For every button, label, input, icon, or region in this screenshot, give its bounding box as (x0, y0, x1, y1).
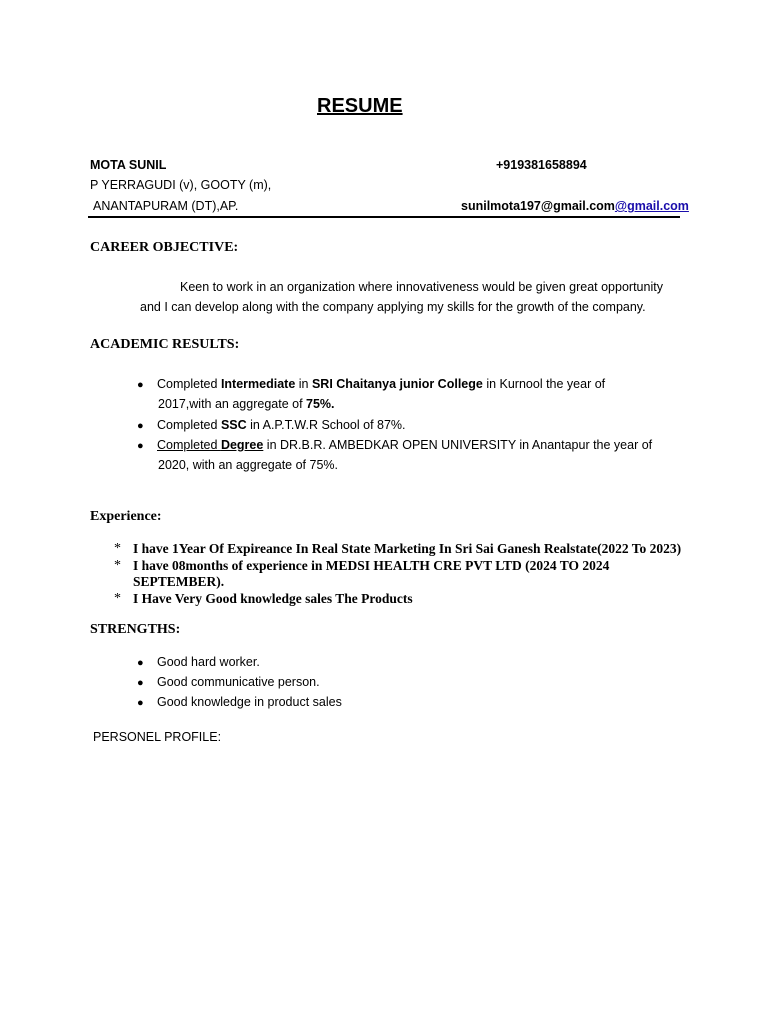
asterisk-bullet-icon: * (114, 591, 121, 606)
resume-title: RESUME (317, 95, 403, 117)
strengths-heading: STRENGTHS: (90, 622, 181, 637)
academic-item-ssc: ● Completed SSC in A.P.T.W.R School of 87%. (137, 418, 406, 432)
academic-item-intermediate-cont: 2017,with an aggregate of 75%. (158, 397, 335, 411)
academic-item-degree-cont: 2020, with an aggregate of 75%. (158, 458, 338, 472)
experience-heading: Experience: (90, 509, 162, 524)
email-address (461, 199, 689, 213)
address-line-1: P YERRAGUDI (v), GOOTY (m), (90, 178, 272, 192)
career-objective-heading: CAREER OBJECTIVE: (90, 240, 239, 255)
experience-item-1: I have 1Year Of Expireance In Real State Marketing In Sri Sai Ganesh Realstate(2022 To 2023) (133, 541, 682, 556)
header-divider (88, 216, 680, 218)
email-link[interactable]: @gmail.com (614, 199, 689, 213)
career-objective-line-1: Keen to work in an organization where innovativeness would be given great opportunity (180, 280, 663, 294)
address-line-2: ANANTAPURAM (DT),AP. (93, 199, 239, 213)
asterisk-bullet-icon: * (114, 541, 121, 556)
experience-item-2-cont: SEPTEMBER). (133, 574, 225, 589)
academic-item-degree: ● Completed Degree in DR.B.R. AMBEDKAR OPEN UNIVERSITY in Anantapur the year of (137, 438, 653, 452)
strength-item: ● Good hard worker. (137, 655, 260, 669)
bullet-dot-icon: ● (137, 440, 144, 452)
academic-item-intermediate: ● Completed Intermediate in SRI Chaitanya junior College in Kurnool the year of (137, 377, 606, 391)
strength-item: ● Good communicative person. (137, 675, 320, 689)
strength-item: ● Good knowledge in product sales (137, 695, 342, 709)
personal-profile-heading: PERSONEL PROFILE: (93, 730, 222, 744)
email-user: sunilmota197@gmail.com (461, 199, 615, 213)
asterisk-bullet-icon: * (114, 558, 121, 573)
experience-item-2: I have 08months of experience in MEDSI HEALTH CRE PVT LTD (2024 TO 2024 (133, 558, 610, 573)
bullet-dot-icon: ● (137, 697, 144, 709)
bullet-dot-icon: ● (137, 657, 144, 669)
academic-results-heading: ACADEMIC RESULTS: (90, 337, 240, 352)
bullet-dot-icon: ● (137, 677, 144, 689)
bullet-dot-icon: ● (137, 379, 144, 391)
experience-item-3: I Have Very Good knowledge sales The Products (133, 591, 413, 606)
candidate-name: MOTA SUNIL (90, 158, 167, 172)
phone-number: +919381658894 (496, 158, 587, 172)
career-objective-line-2: and I can develop along with the company applying my skills for the growth of the company. (140, 300, 646, 314)
bullet-dot-icon: ● (137, 420, 144, 432)
